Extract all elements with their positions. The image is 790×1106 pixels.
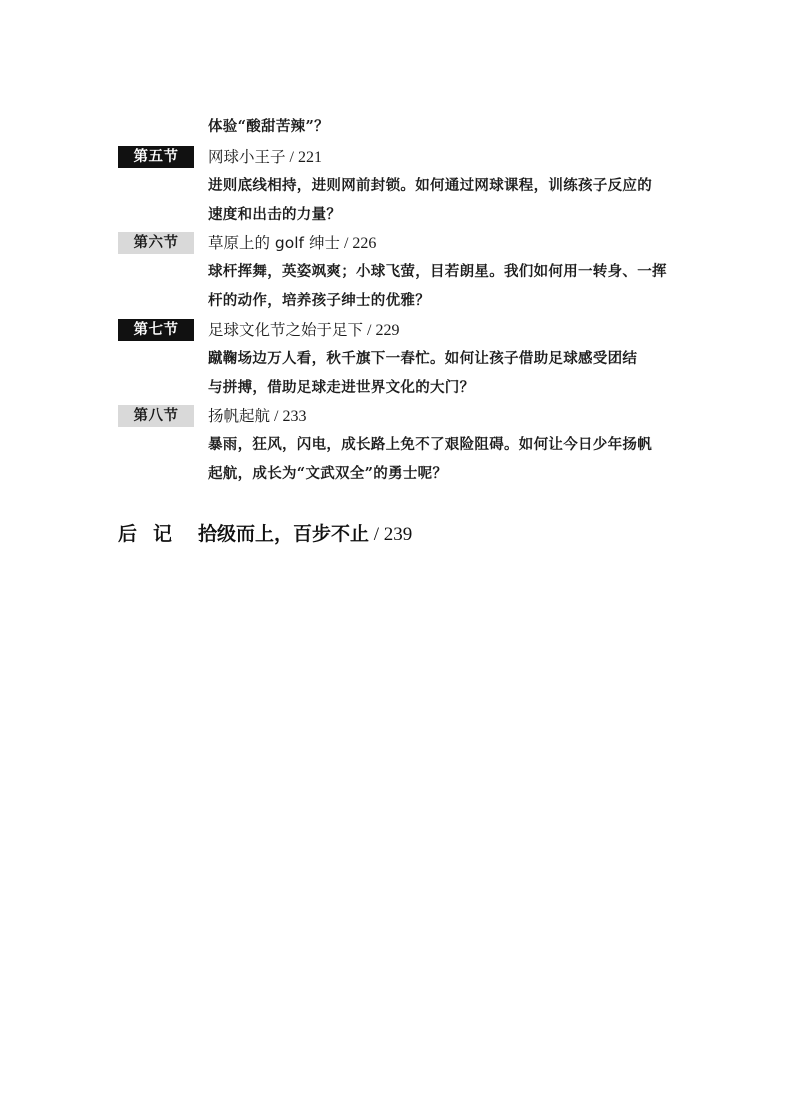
section-page-number: / 226 bbox=[339, 235, 377, 252]
desc-line: 杆的动作，培养孩子绅士的优雅？ bbox=[208, 292, 430, 309]
section-desc-7 bbox=[208, 344, 678, 402]
section-title-8[interactable] bbox=[208, 405, 306, 427]
desc-line: 暴雨，狂风，闪电，成长路上免不了艰险阻碍。如何让今日少年扬帆 bbox=[208, 436, 652, 453]
desc-line: 蹴鞠场边万人看，秋千旗下一春忙。如何让孩子借助足球感受团结 bbox=[208, 350, 638, 367]
desc-line: 速度和出击的力量？ bbox=[208, 206, 342, 223]
section-title-text: 草原上的 golf 绅士 bbox=[208, 234, 340, 252]
section-page-number: / 233 bbox=[270, 408, 307, 425]
section-desc-6 bbox=[208, 257, 678, 315]
section-desc-5 bbox=[208, 171, 678, 229]
section-page-number: / 221 bbox=[285, 149, 322, 166]
section-label-6: 第六节 bbox=[118, 232, 194, 254]
section-title-6[interactable] bbox=[208, 232, 376, 254]
section-title-text: 足球文化节之始于足下 bbox=[208, 321, 364, 339]
afterword-title: 拾级而上，百步不止 bbox=[198, 523, 370, 545]
desc-line: 与拼搏，借助足球走进世界文化的大门？ bbox=[208, 379, 475, 396]
desc-line: 球杆挥舞，英姿飒爽；小球飞萤，目若朗星。我们如何用一转身、一挥 bbox=[208, 263, 667, 280]
section-title-7[interactable] bbox=[208, 319, 399, 341]
section-title-text: 扬帆起航 bbox=[208, 407, 271, 425]
section-label-8: 第八节 bbox=[118, 405, 194, 427]
section-label-5: 第五节 bbox=[118, 146, 194, 168]
desc-line: 进则底线相持，进则网前封锁。如何通过网球课程，训练孩子反应的 bbox=[208, 177, 652, 194]
section-page-number: / 229 bbox=[363, 322, 400, 339]
section-desc-8 bbox=[208, 430, 678, 488]
afterword-label: 后记 bbox=[118, 523, 189, 545]
section-title-text: 网球小王子 bbox=[208, 148, 286, 166]
section-label-7: 第七节 bbox=[118, 319, 194, 341]
afterword-entry[interactable] bbox=[118, 520, 412, 548]
afterword-page-number: / 239 bbox=[369, 524, 413, 545]
section-title-5[interactable] bbox=[208, 146, 322, 168]
desc-line: 起航，成长为“文武双全”的勇士呢？ bbox=[208, 465, 448, 482]
lead-line: 体验“酸甜苦辣”？ bbox=[208, 118, 329, 135]
